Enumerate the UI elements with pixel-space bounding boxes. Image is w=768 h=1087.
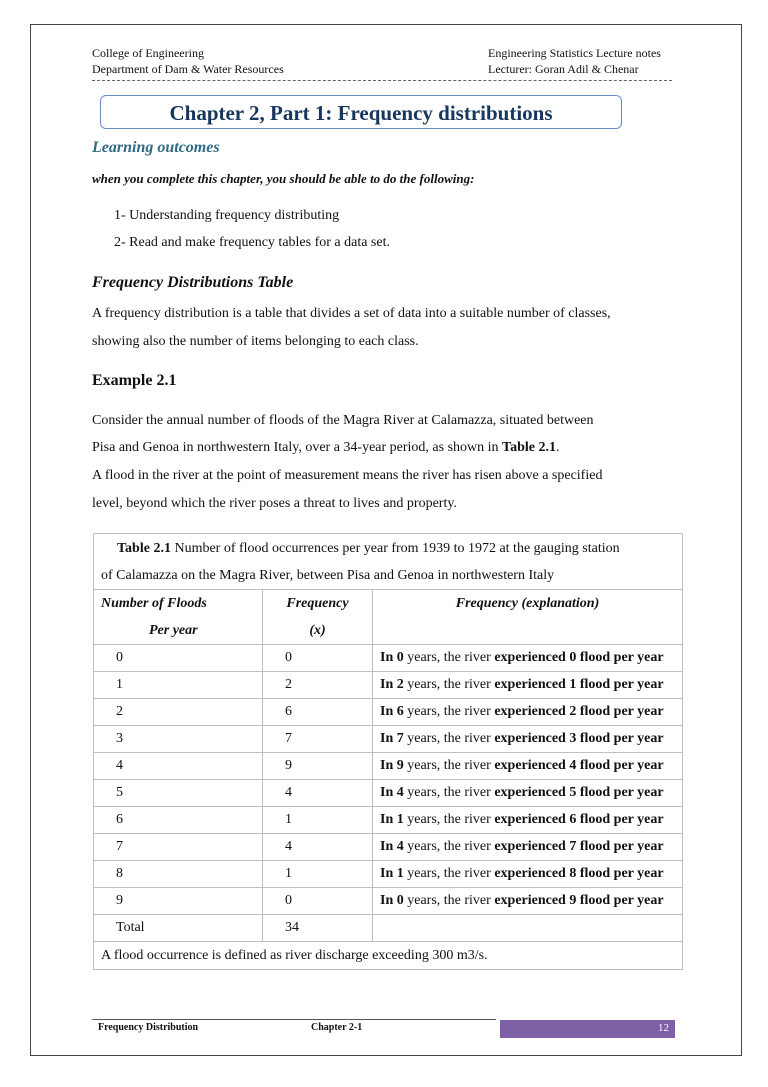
table-row	[94, 888, 683, 915]
explanation-cell: In 2 years, the river experienced 1 flood per year	[373, 672, 683, 699]
frequency-cell: 9	[263, 753, 373, 780]
table-row	[94, 726, 683, 753]
header-college: College of Engineering	[92, 46, 204, 60]
footer-chapter: Chapter 2-1	[311, 1022, 363, 1033]
frequency-cell: 4	[263, 834, 373, 861]
floods-cell: 0	[94, 645, 263, 672]
table-row	[94, 672, 683, 699]
example-line-4: level, beyond which the river poses a threat to lives and property.	[92, 496, 457, 511]
learning-outcomes-heading: Learning outcomes	[92, 139, 220, 156]
chapter-title-box	[100, 95, 622, 129]
table-row	[94, 834, 683, 861]
explanation-cell: In 0 years, the river experienced 0 flood per year	[373, 645, 683, 672]
explanation-cell: In 1 years, the river experienced 8 flood per year	[373, 861, 683, 888]
fdt-line-1: A frequency distribution is a table that divides a set of data into a suitable number of classes,	[92, 306, 611, 321]
fdt-heading: Frequency Distributions Table	[92, 274, 294, 291]
frequency-cell: 4	[263, 780, 373, 807]
header-lecturer: Lecturer: Goran Adil & Chenar	[488, 62, 639, 76]
fdt-line-2: showing also the number of items belonging to each class.	[92, 334, 419, 349]
chapter-title: Chapter 2, Part 1: Frequency distributions	[169, 101, 553, 125]
table-row	[94, 861, 683, 888]
table-caption-line-2: of Calamazza on the Magra River, between Pisa and Genoa in northwestern Italy	[101, 567, 555, 583]
table-header-row	[94, 590, 683, 645]
header-department: Department of Dam & Water Resources	[92, 62, 284, 76]
flood-frequency-table	[93, 533, 683, 970]
col-header-explanation: Frequency (explanation)	[373, 590, 683, 645]
floods-cell: 8	[94, 861, 263, 888]
table-reference: Table 2.1	[502, 440, 556, 455]
col-header-frequency: Frequency (x)	[263, 590, 373, 645]
table-row	[94, 699, 683, 726]
header-right	[488, 45, 661, 77]
frequency-cell: 6	[263, 699, 373, 726]
learning-outcomes-intro: when you complete this chapter, you should be able to do the following:	[92, 171, 475, 186]
explanation-cell: In 1 years, the river experienced 6 flood per year	[373, 807, 683, 834]
footer-page-bar	[500, 1020, 675, 1038]
example-line-2: Pisa and Genoa in northwestern Italy, over a 34-year period, as shown in Table 2.1.	[92, 440, 560, 455]
floods-cell: 5	[94, 780, 263, 807]
total-value: 34	[263, 915, 373, 942]
footer-divider	[92, 1019, 496, 1020]
header-divider	[92, 80, 672, 81]
table-caption-row	[94, 534, 683, 590]
explanation-cell: In 9 years, the river experienced 4 flood per year	[373, 753, 683, 780]
floods-cell: 7	[94, 834, 263, 861]
table-caption: Table 2.1 Number of flood occurrences per year from 1939 to 1972 at the gauging station of Calamazza on the Magra River, between Pisa and Genoa in northwestern Italy	[94, 534, 683, 590]
table-row	[94, 780, 683, 807]
example-line-3: A flood in the river at the point of measurement means the river has risen above a specified	[92, 468, 603, 483]
explanation-cell: In 4 years, the river experienced 5 flood per year	[373, 780, 683, 807]
frequency-cell: 2	[263, 672, 373, 699]
table-note-row	[94, 942, 683, 970]
total-row	[94, 915, 683, 942]
total-label: Total	[94, 915, 263, 942]
table-row	[94, 807, 683, 834]
example-heading: Example 2.1	[92, 372, 177, 389]
explanation-cell: In 7 years, the river experienced 3 flood per year	[373, 726, 683, 753]
floods-cell: 9	[94, 888, 263, 915]
frequency-cell: 7	[263, 726, 373, 753]
total-explanation	[373, 915, 683, 942]
explanation-cell: In 4 years, the river experienced 7 flood per year	[373, 834, 683, 861]
outcome-item-1: 1- Understanding frequency distributing	[114, 208, 340, 223]
floods-cell: 2	[94, 699, 263, 726]
table-row	[94, 753, 683, 780]
floods-cell: 3	[94, 726, 263, 753]
explanation-cell: In 0 years, the river experienced 9 flood per year	[373, 888, 683, 915]
page-number: 12	[658, 1022, 669, 1034]
example-line-1: Consider the annual number of floods of the Magra River at Calamazza, situated between	[92, 413, 594, 428]
frequency-cell: 1	[263, 861, 373, 888]
floods-cell: 6	[94, 807, 263, 834]
table-caption-label: Table 2.1	[117, 540, 171, 556]
table-row	[94, 645, 683, 672]
footer-title: Frequency Distribution	[98, 1022, 199, 1033]
outcome-item-2: 2- Read and make frequency tables for a data set.	[114, 235, 390, 250]
floods-cell: 1	[94, 672, 263, 699]
table-note: A flood occurrence is defined as river discharge exceeding 300 m3/s.	[94, 942, 683, 970]
frequency-cell: 0	[263, 888, 373, 915]
col-header-floods: Number of Floods Per year	[94, 590, 263, 645]
header-course: Engineering Statistics Lecture notes	[488, 46, 661, 60]
frequency-cell: 1	[263, 807, 373, 834]
floods-cell: 4	[94, 753, 263, 780]
frequency-cell: 0	[263, 645, 373, 672]
header-left	[92, 45, 284, 77]
explanation-cell: In 6 years, the river experienced 2 flood per year	[373, 699, 683, 726]
